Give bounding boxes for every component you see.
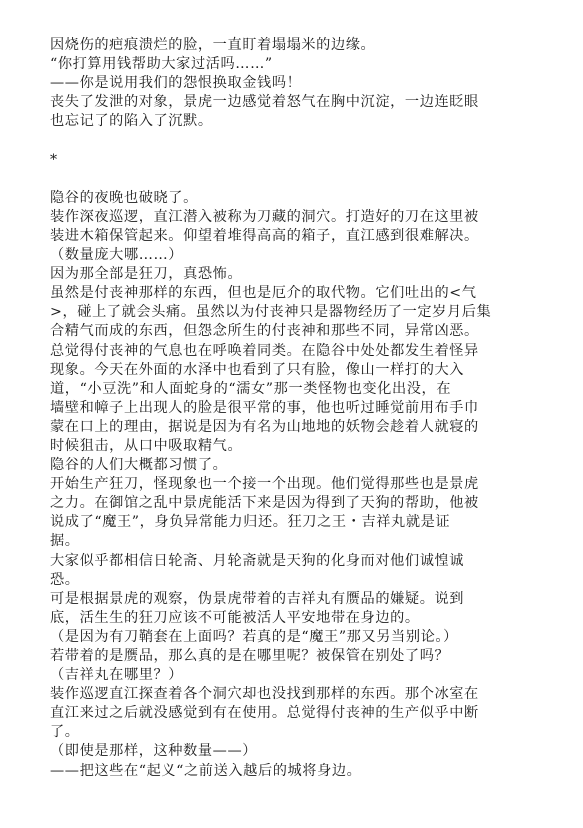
text-line: 虽然是付丧神那样的东西，但也是厄介的取代物。它们吐出的<气	[50, 285, 477, 302]
text-line: 装进木箱保管起来。仰望着堆得高高的箱子，直江感到很难解决。	[50, 227, 479, 244]
text-line: 隐谷的人们大概都习惯了。	[50, 457, 228, 474]
text-line: 之力。在御馆之乱中景虎能活下来是因为得到了天狗的帮助，他被	[50, 495, 479, 512]
text-line: 装作深夜巡逻，直江潜入被称为刀藏的洞穴。打造好的刀在这里被	[50, 208, 479, 225]
text-line: 恐。	[50, 571, 80, 588]
text-line: 说成了“魔王”，身负异常能力归还。狂刀之王・吉祥丸就是证	[50, 514, 451, 531]
text-line: 道，“小豆洗”和人面蛇身的“濡女”那一类怪物也变化出没，在	[50, 380, 452, 397]
text-line: ——你是说用我们的怨恨换取金钱吗！	[50, 75, 302, 92]
text-line: 直江来过之后就没感觉到有在使用。总觉得付丧神的生产似乎中断	[50, 705, 479, 722]
text-line: >，碰上了就会头痛。虽然以为付丧神只是器物经历了一定岁月后集	[50, 304, 492, 321]
text-line: （数量庞大哪……）	[50, 247, 184, 264]
text-line: 隐谷的夜晚也破晓了。	[50, 189, 198, 206]
text-line: “你打算用钱帮助大家过活吗……”	[50, 56, 273, 73]
text-line: （即使是那样，这种数量——）	[50, 743, 258, 760]
text-line: 了。	[50, 724, 80, 741]
text-line: 因烧伤的疤痕溃烂的脸，一直盯着塌塌米的边缘。	[50, 37, 376, 53]
text-line: 现象。今天在外面的水泽中也看到了只有脸，像山一样打的大入	[50, 361, 465, 378]
text-line: （是因为有刀鞘套在上面吗？若真的是“魔王”那又另当别论。）	[50, 628, 458, 645]
blank-line	[50, 170, 553, 189]
text-line: 墙壁和幛子上出现人的脸是很平常的事，他也听过睡觉前用布手巾	[50, 399, 479, 416]
text-line: 也忘记了的陷入了沉默。	[50, 113, 213, 130]
text-line: 时候狙击，从口中吸取精气。	[50, 437, 243, 454]
text-line: ——把这些在“起义“之前送入越后的城将身边。	[50, 762, 362, 779]
text-line: 若带着的是赝品，那么真的是在哪里呢？被保管在别处了吗？	[50, 648, 450, 664]
text-line: 大家似乎都相信日轮斋、月轮斋就是天狗的化身而对他们诚惶诚	[50, 552, 465, 569]
section-separator: *	[50, 151, 58, 168]
text-line: 因为那全部是狂刀，真恐怖。	[50, 266, 243, 283]
text-line: 开始生产狂刀，怪现象也一个接一个出现。他们觉得那些也是景虎	[50, 476, 479, 493]
text-line: 蒙在口上的理由，据说是因为有名为山地地的妖物会趁着人就寝的	[50, 418, 479, 435]
blank-line	[50, 131, 553, 150]
text-line: 合精气而成的东西，但怨念所生的付丧神和那些不同，异常凶恶。	[50, 323, 479, 340]
text-line: 装作巡逻直江探查着各个洞穴却也没找到那样的东西。那个冰室在	[50, 686, 479, 703]
text-line: 据。	[50, 533, 80, 550]
text-line: 总觉得付丧神的气息也在呼唤着同类。在隐谷中处处都发生着怪异	[50, 342, 479, 359]
text-line: 底，活生生的狂刀应该不可能被活人平安地带在身边的。	[50, 609, 420, 626]
text-line: （吉祥丸在哪里？）	[50, 667, 184, 684]
text-line: 丧失了发泄的对象，景虎一边感觉着怒气在胸中沉淀，一边连眨眼	[50, 94, 479, 111]
text-line: 可是根据景虎的观察，伪景虎带着的吉祥丸有赝品的嫌疑。说到	[50, 590, 465, 607]
